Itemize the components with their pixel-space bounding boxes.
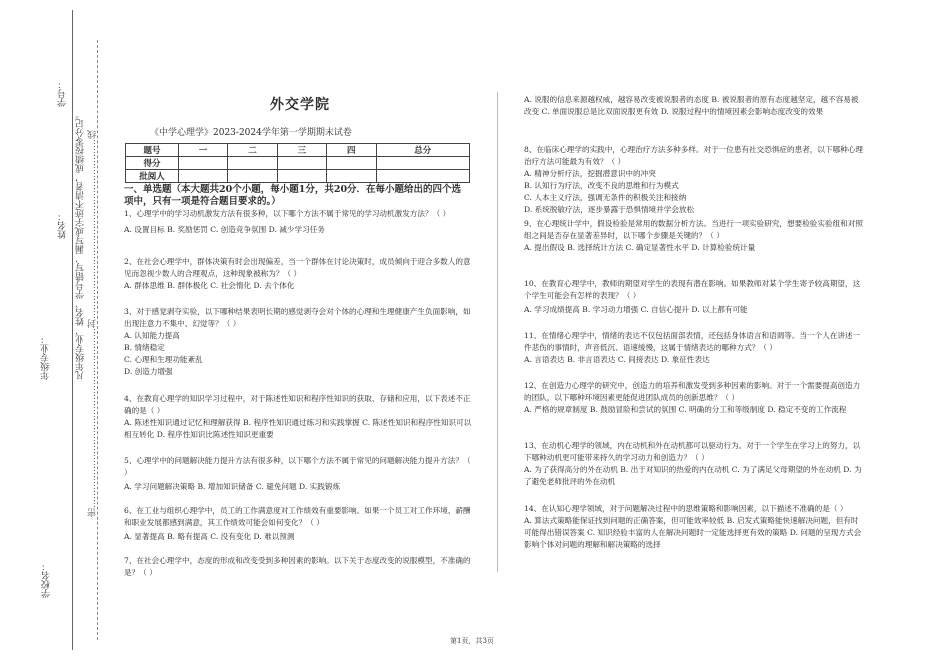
score-table-score-row (126, 157, 470, 170)
question-item (124, 393, 474, 441)
score-cell-empty (179, 170, 228, 183)
question-stem: 3、对于感觉剥夺实验，以下哪种结果表明长期的感觉剥夺会对个体的心理和生理健康产生负面影响，如出现注意力不集中、幻觉等？（ ） (124, 307, 471, 328)
question-option: A. 言语表达 B. 非言语表达 C. 间接表达 D. 象征性表达 (524, 355, 710, 364)
question-stem: 10、在教育心理学中，教师的期望对学生的表现有潜在影响。如果教师对某个学生寄予较高期望，这个学生可能会有怎样的表现？（ ） (524, 279, 861, 300)
question-option: A. 学习成绩提高 B. 学习动力增强 C. 自信心提升 D. 以上都有可能 (524, 305, 748, 314)
question-option: A. 学习问题解决策略 B. 增加知识储备 C. 避免问题 D. 实践锻炼 (124, 482, 341, 491)
exam-title: 《中学心理学》2023-2024学年第一学期期末试卷 (150, 128, 352, 138)
grader-row-label: 批阅人 (126, 170, 179, 183)
question-stem: 7、在社会心理学中，态度的形成和改变受到多种因素的影响。以下关于态度改变的说服模型，不准确的是？（ ） (124, 556, 471, 577)
binding-notice: 凡年级专业、姓名、学号错写、漏写或字迹不清者，成绩按零分记。 (76, 110, 86, 380)
question-option: A. 显著提高 B. 略有提高 C. 没有变化 D. 难以预测 (124, 532, 295, 541)
question-option: D. 创造力增强 (124, 367, 173, 376)
binding-solid-line (72, 10, 73, 650)
question-option: C. 心理和生理功能紊乱 (124, 355, 203, 364)
question-option: A. 严格的规章制度 B. 鼓励冒险和尝试的氛围 C. 明确的分工和等级制度 D. 稳定不变的工作流程 (524, 405, 847, 414)
question-option: D. 系统脱敏疗法，逐步暴露于恐惧情境并学会放松 (524, 205, 695, 214)
score-table-grader-row (126, 170, 470, 183)
question-stem: 13、在动机心理学的领域，内在动机和外在动机都可以驱动行为。对于一个学生在学习上的努力，以下哪种动机更可能带来持久的学习动力和创造力？（ ） (524, 441, 861, 462)
question-stem: 12、在创造力心理学的研究中，创造力的培养和激发受到多种因素的影响。对于一个需要提高创造力的团队，以下哪种环境因素更能促进团队成员的创新思维？（ ） (524, 381, 861, 402)
score-cell-empty (179, 157, 228, 170)
score-cell-empty (228, 157, 277, 170)
question-item (524, 94, 864, 118)
question-option: A. 算法式策略能保证找到问题的正确答案，但可能效率较低 B. 启发式策略能快速解决问题，但有时可能得出错误答案 C. 知识经验丰富的人在解决问题时一定能选择更有效的策略 D. 问题的呈现方式会影响个体对问题的理解和解决策略的选择 (524, 516, 862, 549)
student-no-label: 学号： (58, 80, 68, 107)
question-item (524, 503, 864, 551)
column-divider (497, 92, 498, 572)
score-cell: 题号 (126, 144, 179, 157)
score-cell-empty (327, 170, 376, 183)
question-stem: 11、在情绪心理学中，情绪的表达不仅包括面部表情，还包括身体语言和语调等。当一个人在讲述一件悲伤的事情时，声音低沉、语速缓慢，这属于情绪表达的哪种方式？（ ） (524, 331, 861, 352)
score-cell: 三 (277, 144, 326, 157)
score-cell-empty (376, 170, 470, 183)
seal-line-text: 密……………………………………………………封……………………………………………………线 (88, 130, 98, 517)
question-stem: 8、在临床心理学的实践中，心理治疗方法多种多样。对于一位患有社交恐惧症的患者，以下哪种心理治疗方法可能最为有效？（ ） (524, 145, 863, 166)
score-table (125, 143, 470, 183)
question-option: A. 精神分析疗法，挖掘潜意识中的冲突 (524, 169, 656, 178)
question-option: B. 认知行为疗法，改变不良的思维和行为模式 (524, 181, 679, 190)
question-stem: 1、心理学中的学习动机激发方法有很多种，以下哪个方法不属于常见的学习动机激发方法？（ ） (124, 209, 451, 218)
score-cell-empty (376, 157, 470, 170)
page-footer: 第1页，共3页 (450, 637, 494, 645)
question-stem: 5、心理学中的问题解决能力提升方法有很多种，以下哪个方法不属于常见的问题解决能力提升方法？（ ） (124, 456, 471, 477)
question-item (524, 380, 864, 416)
question-stem: 14、在认知心理学领域，对于问题解决过程中的思维策略和影响因素，以下描述不准确的是（ ） (524, 504, 848, 513)
question-item (524, 144, 864, 216)
question-option: A. 认知能力提高 (124, 331, 180, 340)
question-stem: 4、在教育心理学的知识学习过程中，对于陈述性知识和程序性知识的获取、存储和应用，以下表述不正确的是（ ） (124, 394, 471, 415)
section-heading: 一、单选题（本大题共20个小题，每小题1分，共20分．在每小题给出的四个选项中，只有一项是符合题目要求的。） (124, 184, 462, 207)
question-option: B. 情绪稳定 (124, 343, 165, 352)
school-name-label: 学校名： (42, 562, 52, 598)
question-stem: 2、在社会心理学中，群体决策有时会出现偏差，当一个群体在讨论决策时，成员倾向于迎合多数人的意见而忽视少数人的合理观点，这种现象被称为？（ ） (124, 257, 471, 278)
question-option: C. 人本主义疗法，强调无条件的积极关注和接纳 (524, 193, 687, 202)
question-item (124, 256, 474, 292)
score-cell: 四 (327, 144, 376, 157)
question-option: A. 为了获得高分的外在动机 B. 出于对知识的热爱的内在动机 C. 为了满足父母期望的外在动机 D. 为了避免老师批评的外在动机 (524, 465, 862, 486)
school-name: 外交学院 (270, 97, 330, 113)
grade-major-label: 年级专业： (41, 335, 51, 380)
question-option: A. 群体思维 B. 群体极化 C. 社会惰化 D. 去个体化 (124, 281, 295, 290)
score-cell-empty (228, 170, 277, 183)
question-item (524, 218, 864, 254)
question-item (524, 330, 864, 366)
question-item (524, 278, 864, 316)
question-stem: 9、在心理统计学中，假设检验是常用的数据分析方法。当进行一项实验研究，想要检验实验组和对照组之间是否存在显著差异时，以下哪个步骤是关键的？（ ） (524, 219, 863, 240)
question-stem: 6、在工业与组织心理学中，员工的工作满意度对工作绩效有重要影响。如果一个员工对工作环境、薪酬和职业发展都感到满意，其工作绩效可能会如何变化？（ ） (124, 506, 471, 527)
score-cell: 二 (228, 144, 277, 157)
question-item (124, 455, 474, 493)
question-item (124, 208, 474, 236)
score-cell-empty (327, 157, 376, 170)
score-table-header-row (126, 144, 470, 157)
name-label: 姓名： (58, 212, 68, 239)
question-option: A. 说服的信息来源越权威，越容易改变被说服者的态度 B. 被说服者的原有态度越坚定，越不容易被改变 C. 单面说服总是比双面说服更有效 D. 说服过程中的情境因素会影响态度改变的效果 (524, 95, 859, 116)
score-cell-empty (277, 170, 326, 183)
question-item (124, 555, 474, 579)
question-option: A. 提出假设 B. 选择统计方法 C. 确定显著性水平 D. 计算检验统计量 (524, 243, 756, 252)
question-item (124, 306, 474, 378)
question-option: A. 设置目标 B. 奖励惩罚 C. 创造竞争氛围 D. 减少学习任务 (124, 225, 325, 234)
score-cell: 总分 (376, 144, 470, 157)
question-option: A. 陈述性知识通过记忆和理解获得 B. 程序性知识通过练习和实践掌握 C. 陈述性知识和程序性知识可以相互转化 D. 程序性知识比陈述性知识更重要 (124, 418, 472, 439)
score-cell-empty (277, 157, 326, 170)
question-item (124, 505, 474, 543)
question-item (524, 440, 864, 488)
score-row-label: 得分 (126, 157, 179, 170)
score-cell: 一 (179, 144, 228, 157)
